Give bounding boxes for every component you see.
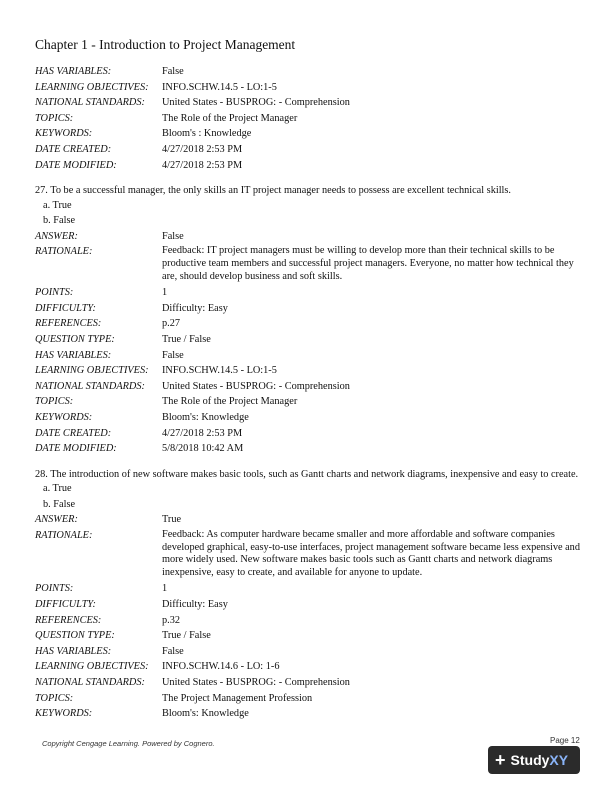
meta-label: KEYWORDS: (35, 411, 93, 423)
meta-value: United States - BUSPROG: - Comprehension (162, 380, 350, 392)
meta-label: HAS VARIABLES: (35, 349, 112, 361)
meta-row (35, 80, 580, 96)
meta-value: p.27 (162, 318, 181, 330)
meta-value: INFO.SCHW.14.5 - LO:1-5 (162, 81, 277, 93)
meta-row (35, 597, 580, 613)
meta-label: RATIONALE: (35, 246, 93, 258)
logo-text: Study (510, 752, 550, 768)
meta-value: p.32 (162, 614, 181, 626)
meta-value: The Role of the Project Manager (162, 396, 298, 408)
meta-label: TOPICS: (35, 112, 74, 124)
meta-label: TOPICS: (35, 692, 74, 704)
meta-value: False (162, 645, 184, 657)
rationale-text: Feedback: IT project managers must be willing to develop more than their technical skills to be productive team members and successful project managers. Everyone, no matter how technical they are, should develop business and soft skills. (162, 245, 574, 282)
meta-row (35, 706, 580, 722)
metadata-block-previous (35, 64, 580, 173)
question-text: 27. To be a successful manager, the only skills an IT project manager needs to possess are excellent technical skills. (35, 185, 512, 197)
meta-value: 1 (162, 583, 168, 595)
meta-row (35, 659, 580, 675)
meta-label: HAS VARIABLES: (35, 66, 112, 77)
meta-label: NATIONAL STANDARDS: (35, 97, 145, 109)
meta-value: 5/8/2018 10:42 AM (162, 443, 244, 455)
rationale-row (35, 244, 580, 285)
meta-row (35, 394, 580, 410)
footer-copyright: Copyright Cengage Learning. Powered by Cognero. (42, 739, 215, 748)
meta-label: RATIONALE: (35, 530, 93, 542)
meta-row (35, 95, 580, 111)
meta-row (35, 675, 580, 691)
question-text: 28. The introduction of new software makes basic tools, such as Gantt charts and network diagrams, inexpensive and easy to create. (35, 468, 579, 480)
meta-value: United States - BUSPROG: - Comprehension (162, 676, 350, 688)
rationale-text: Feedback: As computer hardware became smaller and more affordable and software companies developed graphical, easy-to-use interfaces, project management software became less expensive and more widely used. New software makes basic tools such as Gantt charts and network diagrams inexpensive, easy to create, and available for anyone to update. (162, 529, 580, 578)
question-27 (35, 184, 580, 457)
meta-row (35, 126, 580, 142)
meta-label: NATIONAL STANDARDS: (35, 380, 145, 392)
meta-value: Difficulty: Easy (162, 599, 228, 610)
meta-value: 4/27/2018 2:53 PM (162, 159, 243, 171)
meta-row (35, 628, 580, 644)
meta-value: False (162, 349, 184, 361)
meta-label: POINTS: (35, 583, 74, 595)
meta-value: INFO.SCHW.14.5 - LO:1-5 (162, 365, 277, 377)
meta-label: QUESTION TYPE: (35, 630, 115, 642)
meta-row (35, 581, 580, 597)
meta-label: REFERENCES: (35, 318, 102, 330)
meta-label: HAS VARIABLES: (35, 645, 112, 657)
chapter-title: Chapter 1 - Introduction to Project Management (35, 37, 296, 52)
meta-value: False (162, 66, 184, 77)
meta-label: KEYWORDS: (35, 708, 93, 720)
meta-value: Bloom's: Knowledge (162, 708, 249, 720)
answer-value: False (162, 230, 184, 242)
meta-label: POINTS: (35, 287, 74, 299)
meta-label: DATE MODIFIED: (35, 159, 117, 171)
meta-label: ANSWER: (35, 514, 78, 526)
answer-option: b. False (43, 498, 76, 510)
meta-row (35, 301, 580, 317)
meta-value: The Role of the Project Manager (162, 112, 298, 124)
meta-label: DIFFICULTY: (35, 599, 96, 610)
meta-row (35, 613, 580, 629)
studyxy-logo[interactable] (488, 746, 580, 774)
meta-row (35, 332, 580, 348)
meta-label: TOPICS: (35, 396, 74, 408)
meta-value: Bloom's : Knowledge (162, 128, 252, 140)
meta-label: DATE CREATED: (35, 427, 112, 439)
meta-row (35, 64, 580, 80)
meta-value: INFO.SCHW.14.6 - LO: 1-6 (162, 661, 280, 673)
answer-option: b. False (43, 215, 76, 227)
page-number: Page 12 (550, 736, 580, 745)
answer-option: a. True (43, 199, 72, 211)
meta-value: Bloom's: Knowledge (162, 411, 249, 423)
meta-value: True / False (162, 630, 211, 642)
meta-value: United States - BUSPROG: - Comprehension (162, 97, 350, 109)
meta-label: NATIONAL STANDARDS: (35, 676, 145, 688)
meta-row (35, 111, 580, 127)
meta-label: DIFFICULTY: (35, 302, 96, 314)
plus-icon: + (495, 750, 506, 770)
meta-label: LEARNING OBJECTIVES: (35, 81, 149, 93)
meta-row (35, 379, 580, 395)
meta-value: True / False (162, 334, 211, 345)
meta-row (35, 285, 580, 301)
answer-row (35, 229, 580, 245)
question-28 (35, 468, 580, 722)
meta-row (35, 142, 580, 158)
meta-row (35, 410, 580, 426)
meta-value: 4/27/2018 2:53 PM (162, 143, 243, 155)
answer-value: True (162, 514, 182, 526)
meta-value: Difficulty: Easy (162, 302, 228, 314)
meta-label: ANSWER: (35, 230, 78, 242)
meta-row (35, 316, 580, 332)
meta-value: The Project Management Profession (162, 692, 313, 704)
document-page (35, 36, 580, 722)
meta-label: LEARNING OBJECTIVES: (35, 365, 149, 377)
meta-row (35, 348, 580, 364)
meta-label: DATE CREATED: (35, 143, 112, 155)
logo-accent-text: XY (549, 752, 569, 768)
meta-label: QUESTION TYPE: (35, 334, 115, 345)
answer-row (35, 512, 580, 528)
meta-label: REFERENCES: (35, 614, 102, 626)
meta-label: LEARNING OBJECTIVES: (35, 661, 149, 673)
answer-option: a. True (43, 483, 72, 495)
meta-label: KEYWORDS: (35, 128, 93, 140)
meta-row (35, 691, 580, 707)
meta-row (35, 426, 580, 442)
meta-row (35, 158, 580, 174)
rationale-row (35, 528, 580, 581)
meta-value: 1 (162, 287, 168, 299)
meta-label: DATE MODIFIED: (35, 443, 117, 455)
meta-row (35, 644, 580, 660)
meta-value: 4/27/2018 2:53 PM (162, 427, 243, 439)
meta-row (35, 441, 580, 457)
meta-row (35, 363, 580, 379)
